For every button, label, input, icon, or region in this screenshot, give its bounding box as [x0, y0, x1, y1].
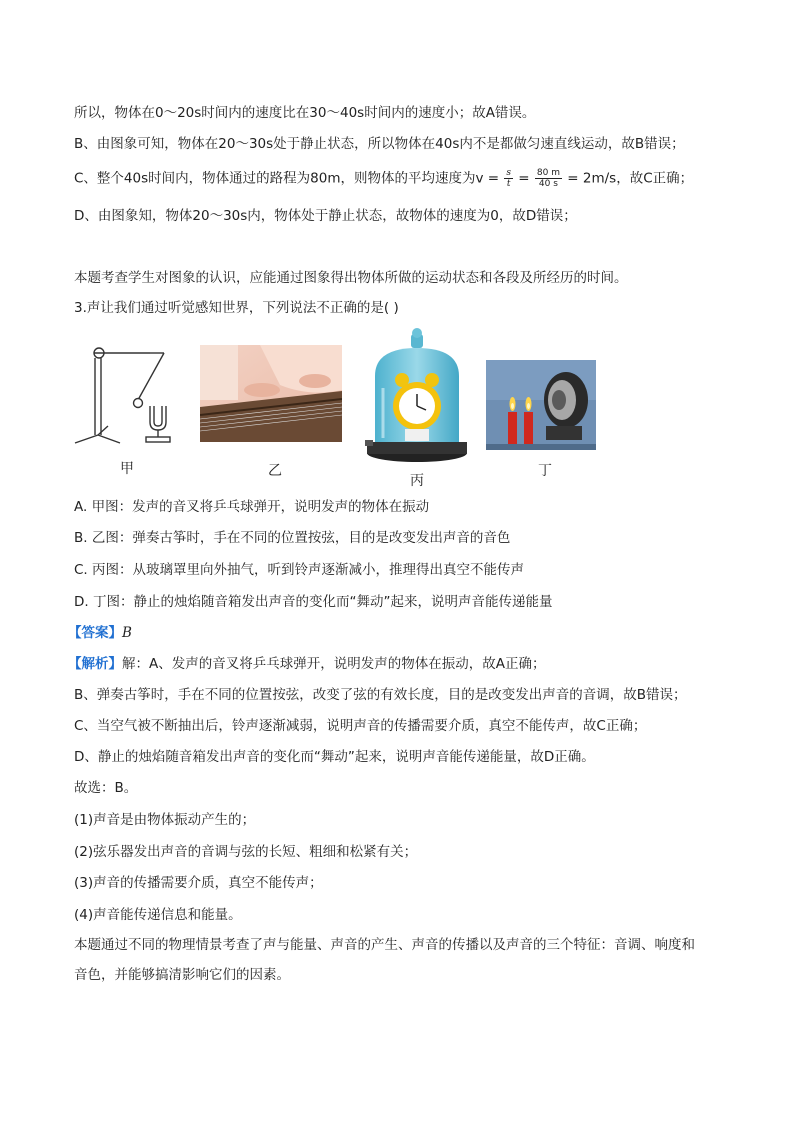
question-stem: 3.声让我们通过听觉感知世界，下列说法不正确的是( )	[74, 300, 399, 316]
frac1-num: s	[506, 168, 511, 178]
prev-line-c-eq: =	[513, 170, 534, 187]
prev-line-c-pre: C、整个40s时间内，物体通过的路程为80m，则物体的平均速度为v =	[74, 170, 504, 187]
analysis-line-4: D、静止的烛焰随音箱发出声音的变化而“舞动”起来，说明声音能传递能量，故D正确。	[74, 749, 595, 765]
point-3: (3)声音的传播需要介质，真空不能传声；	[74, 875, 323, 891]
point-1: (1)声音是由物体振动产生的；	[74, 812, 256, 828]
analysis-line-3: C、当空气被不断抽出后，铃声逐渐减弱，说明声音的传播需要介质，真空不能传声，故C正确；	[74, 718, 647, 734]
answer-tag: 【答案】	[68, 625, 122, 641]
prev-line-c-post: = 2m/s，故C正确；	[562, 170, 694, 187]
option-a: A. 甲图：发声的音叉将乒乓球弹开，说明发声的物体在振动	[74, 499, 430, 515]
prev-line-c	[74, 168, 693, 189]
fraction-s-over-t	[504, 168, 513, 189]
figure-label-jia: 甲	[120, 461, 134, 477]
prev-line-d: D、由图象知，物体20～30s内，物体处于静止状态，故物体的速度为0，故D错误；	[74, 208, 577, 224]
prev-summary: 本题考查学生对图象的认识，应能通过图象得出物体所做的运动状态和各段及所经历的时间。	[74, 270, 628, 286]
point-4: (4)声音能传递信息和能量。	[74, 907, 242, 923]
figure-label-ding: 丁	[538, 463, 552, 479]
point-2: (2)弦乐器发出声音的音调与弦的长短、粗细和松紧有关；	[74, 844, 418, 860]
analysis-line-2: B、弹奏古筝时，手在不同的位置按弦，改变了弦的有效长度，目的是改变发出声音的音调，故B错误；	[74, 687, 687, 703]
analysis-line-1	[68, 654, 545, 674]
summary-line-2: 音色，并能够搞清影响它们的因素。	[74, 967, 290, 983]
frac1-den: t	[506, 179, 511, 189]
analysis-line-1-text: 解：A、发声的音叉将乒乓球弹开，说明发声的物体在振动，故A正确；	[122, 656, 546, 672]
figure-candle-speaker	[486, 360, 596, 450]
figure-bell-jar-clock	[365, 328, 469, 464]
option-d: D. 丁图：静止的烛焰随音箱发出声音的变化而“舞动”起来，说明声音能传递能量	[74, 594, 553, 610]
frac2-den: 40 s	[538, 179, 558, 189]
analysis-tag: 【解析】	[68, 656, 122, 672]
analysis-choice: 故选：B。	[74, 780, 138, 796]
answer-value: B	[122, 625, 132, 641]
figure-tuning-fork-pingpong	[70, 340, 180, 450]
figure-label-yi: 乙	[268, 463, 282, 479]
summary-line-1: 本题通过不同的物理情景考查了声与能量、声音的产生、声音的传播以及声音的三个特征：音调、响度和	[74, 937, 695, 953]
prev-line-a: 所以，物体在0～20s时间内的速度比在30～40s时间内的速度小；故A错误。	[74, 105, 536, 121]
figure-guzheng-photo	[200, 345, 342, 442]
figure-label-bing: 丙	[410, 473, 424, 489]
frac2-num: 80 m	[536, 168, 560, 178]
option-c: C. 丙图：从玻璃罩里向外抽气，听到铃声逐渐减小，推理得出真空不能传声	[74, 562, 525, 578]
fraction-80m-over-40s	[535, 168, 562, 189]
answer-line	[68, 623, 132, 643]
prev-line-b: B、由图象可知，物体在20～30s处于静止状态，所以物体在40s内不是都做匀速直线运动，故B错误；	[74, 136, 685, 152]
option-b: B. 乙图：弹奏古筝时，手在不同的位置按弦，目的是改变发出声音的音色	[74, 530, 511, 546]
